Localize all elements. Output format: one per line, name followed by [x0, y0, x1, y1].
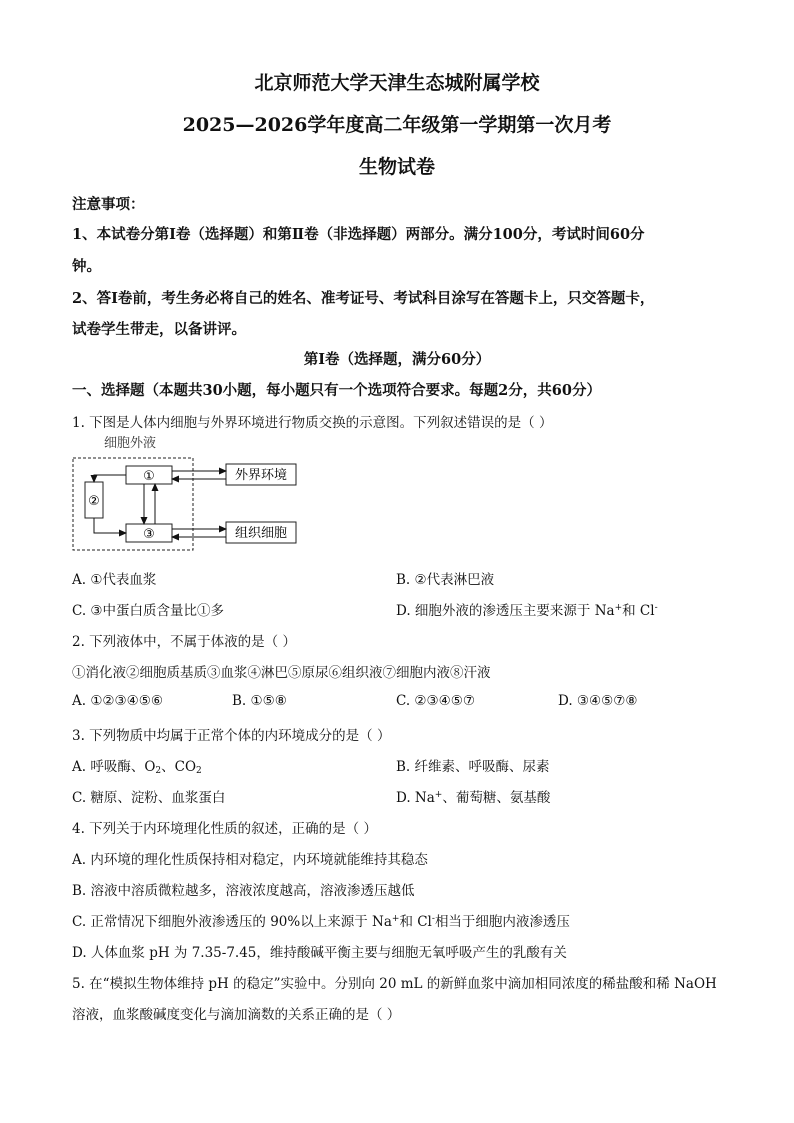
- q1-option-c: C. ③中蛋白质含量比①多: [72, 603, 225, 619]
- notice-item-1-cont: 钟。: [72, 258, 101, 275]
- box-2-label: ②: [88, 494, 100, 509]
- question-5-stem: 5. 在“模拟生物体维持 pH 的稳定”实验中。分别向 20 mL 的新鲜血浆中滴加相同浓度的稀盐酸和稀 NaOH: [72, 976, 717, 992]
- q4-option-c: C. 正常情况下细胞外液渗透压的 90%以上来源于 Na+和 Cl-相当于细胞内液渗透压: [72, 914, 570, 930]
- notice-heading: 注意事项：: [72, 196, 145, 213]
- diagram-container-label: 细胞外液: [104, 436, 157, 451]
- question-4-stem: 4. 下列关于内环境理化性质的叙述，正确的是（ ）: [72, 821, 377, 837]
- q2-option-b: B. ①⑤⑧: [232, 693, 287, 709]
- question-3-stem: 3. 下列物质中均属于正常个体的内环境成分的是（ ）: [72, 728, 391, 744]
- outside-environment-label: 外界环境: [234, 468, 288, 483]
- q2-option-a: A. ①②③④⑤⑥: [72, 693, 163, 709]
- notice-item-2-cont: 试卷学生带走，以备讲评。: [72, 321, 246, 338]
- question-5-stem-cont: 溶液，血浆酸碱度变化与滴加滴数的关系正确的是（ ）: [72, 1007, 401, 1023]
- q4-option-d: D. 人体血浆 pH 为 7.35-7.45，维持酸碱平衡主要与细胞无氧呼吸产生的乳酸有关: [72, 945, 567, 961]
- q1-option-a: A. ①代表血浆: [72, 572, 157, 588]
- notice-item-1: 1、本试卷分第Ⅰ卷（选择题）和第Ⅱ卷（非选择题）两部分。满分100分，考试时间60分: [72, 226, 645, 243]
- question-1-stem: 1. 下图是人体内细胞与外界环境进行物质交换的示意图。下列叙述错误的是（ ）: [72, 415, 553, 431]
- question-2-list: ①消化液②细胞质基质③血浆④淋巴⑤原尿⑥组织液⑦细胞内液⑧汗液: [72, 665, 491, 681]
- q2-option-d: D. ③④⑤⑦⑧: [558, 693, 638, 709]
- q2-option-c: C. ②③④⑤⑦: [396, 693, 475, 709]
- arrow-1-to-2: [94, 475, 126, 482]
- q1-option-d: D. 细胞外液的渗透压主要来源于 Na+和 Cl-: [396, 603, 658, 619]
- q3-option-d: D. Na+、葡萄糖、氨基酸: [396, 790, 551, 806]
- question-2-stem: 2. 下列液体中，不属于体液的是（ ）: [72, 634, 296, 650]
- school-title: 北京师范大学天津生态城附属学校: [254, 72, 540, 94]
- tissue-cell-label: 组织细胞: [234, 526, 288, 541]
- q1-option-b: B. ②代表淋巴液: [396, 572, 495, 588]
- q4-option-a: A. 内环境的理化性质保持相对稳定，内环境就能维持其稳态: [72, 852, 428, 868]
- q4-option-b: B. 溶液中溶质微粒越多，溶液浓度越高，溶液渗透压越低: [72, 883, 415, 899]
- box-1-label: ①: [143, 469, 155, 484]
- arrow-2-to-3: [94, 518, 126, 533]
- notice-item-2: 2、答Ⅰ卷前，考生务必将自己的姓名、准考证号、考试科目涂写在答题卡上，只交答题卡，: [72, 290, 655, 307]
- part-title: 第Ⅰ卷（选择题，满分60分）: [303, 351, 491, 368]
- q3-option-a: A. 呼吸酶、$O_2$、$CO_2$: [72, 759, 202, 776]
- q3-option-b: B. 纤维素、呼吸酶、尿素: [396, 759, 550, 775]
- box-3-label: ③: [143, 527, 155, 542]
- exchange-diagram: [70, 432, 310, 557]
- q3-option-c: C. 糖原、淀粉、血浆蛋白: [72, 790, 226, 806]
- exam-title: 2025—2026学年度高二年级第一学期第一次月考: [182, 114, 612, 136]
- section-heading: 一、选择题（本题共30小题，每小题只有一个选项符合要求。每题2分，共60分）: [72, 382, 601, 399]
- subject-title: 生物试卷: [358, 156, 435, 178]
